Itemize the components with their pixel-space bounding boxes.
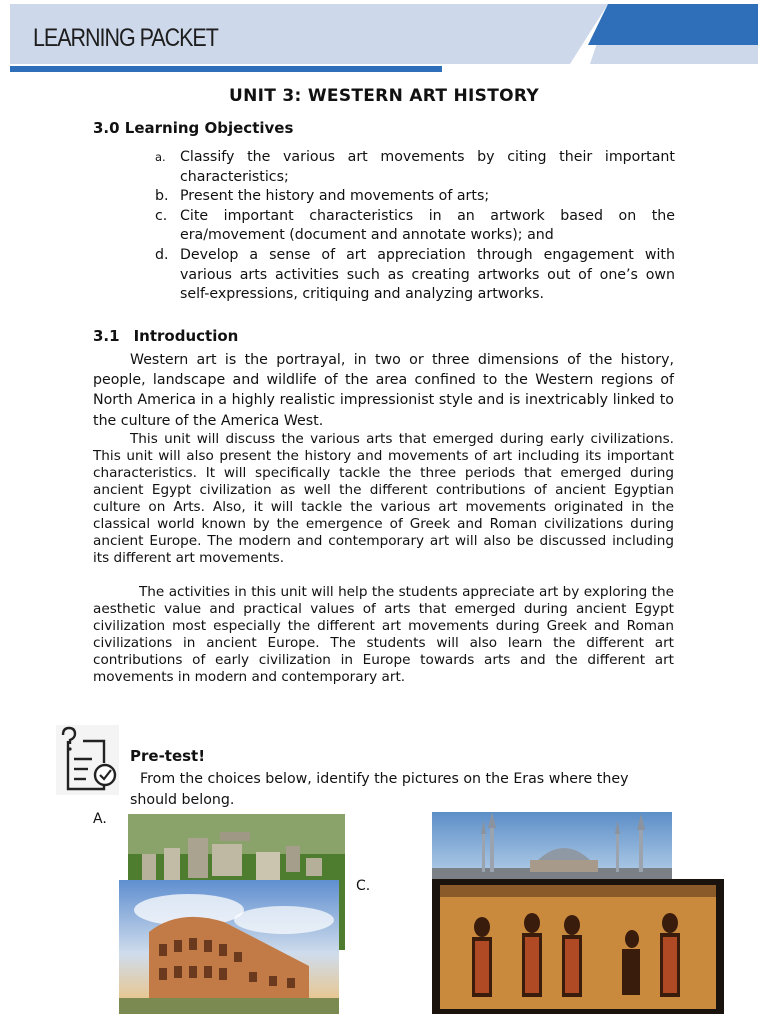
list-marker: b. xyxy=(155,188,169,205)
header-underline xyxy=(10,66,442,72)
list-marker: a. xyxy=(155,150,166,164)
list-marker: c. xyxy=(155,207,168,224)
list-item xyxy=(155,207,675,246)
section-title: Introduction xyxy=(133,327,239,345)
introduction-heading xyxy=(93,327,238,345)
list-marker: d. xyxy=(155,246,169,263)
banner-accent-block xyxy=(588,4,758,45)
paragraph-text: Western art is the portrayal, in two or three dimensions of the history, people, landscape and wildlife of the area confined to the Western regions of North America in a highly realistic impressionist style and is inextricably linked to the culture of the America West. xyxy=(93,352,674,429)
list-item xyxy=(155,187,675,207)
checklist-question-icon xyxy=(56,725,119,795)
list-item xyxy=(155,148,675,187)
objectives-list xyxy=(155,148,675,305)
paragraph-text: The activities in this unit will help the students appreciate art by exploring the aesthetic value and practical values of arts that emerged during ancient Egypt civilization most especially the different art movements during Greek and Roman civilizations in ancient Europe. The students will also learn the different art contributions of early civilization in Europe towards arts and the different art movements in modern and contemporary art. xyxy=(93,584,674,685)
unit-title: UNIT 3: WESTERN ART HISTORY xyxy=(229,86,539,106)
hagia-sophia-image xyxy=(432,812,672,882)
list-item xyxy=(155,246,675,305)
section-number: 3.1 xyxy=(93,327,120,345)
pretest-title: Pre-test! xyxy=(130,747,206,765)
paragraph-text: This unit will discuss the various arts that emerged during early civilizations. This unit will also present the history and movements of art including its important characteristics. It will specifically tackle the three periods that emerged during ancient Egypt civilization as well the different contributions of ancient Egyptian culture on Arts. Also, it will tackle the various art movements originated in the classical world known by the emergence of Greek and Roman civilizations during ancient Europe. The modern and contemporary art will also be discussed including its different art movements. xyxy=(93,431,674,566)
intro-paragraph-3 xyxy=(93,584,674,686)
intro-paragraph-1 xyxy=(93,350,674,431)
option-label-c: C. xyxy=(356,878,371,894)
list-text: Classify the various art movements by citing their important characteristics; xyxy=(180,149,675,185)
instruction-text: From the choices below, identify the pictures on the Eras where they should belong. xyxy=(130,771,629,808)
colosseum-image xyxy=(119,880,339,1014)
list-text: Present the history and movements of arts; xyxy=(180,188,490,205)
list-text: Cite important characteristics in an artwork based on the era/movement (document and annotate works); and xyxy=(180,207,675,244)
header-title: LEARNING PACKET xyxy=(33,24,218,52)
intro-paragraph-2 xyxy=(93,431,674,567)
greek-vase-painting-image xyxy=(432,879,724,1014)
pretest-instruction xyxy=(130,769,675,810)
list-text: Develop a sense of art appreciation through engagement with various arts activities such as creating artworks out of one’s own self-expressions, critiquing and analyzing artworks. xyxy=(180,246,675,303)
option-label-a: A. xyxy=(93,811,107,827)
objectives-heading: 3.0 Learning Objectives xyxy=(93,119,294,137)
